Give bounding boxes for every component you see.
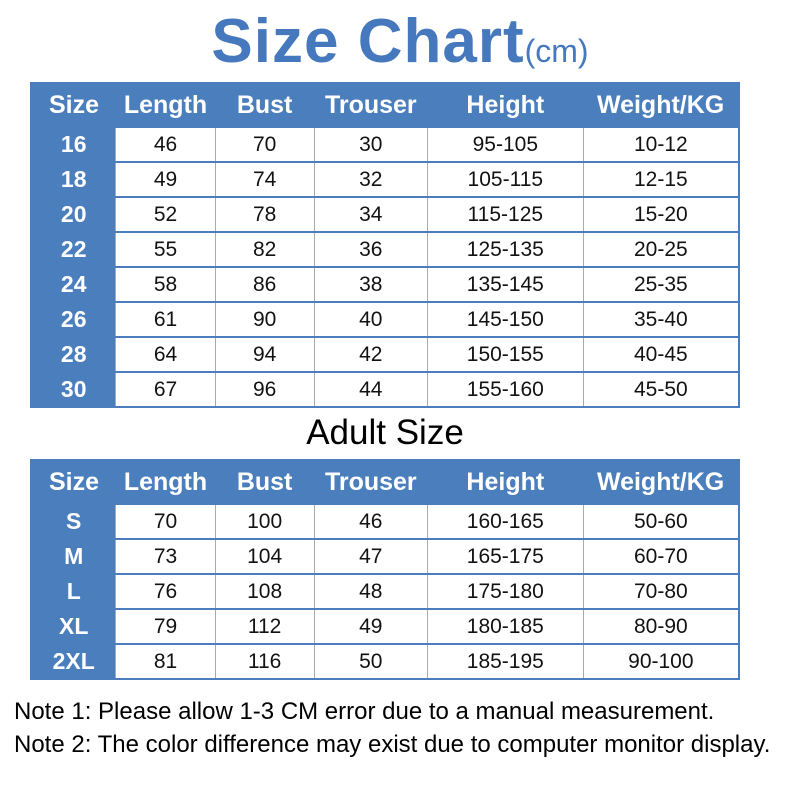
size-cell: M [31,539,116,574]
data-cell: 160-165 [427,504,583,539]
data-cell: 115-125 [427,197,583,232]
size-cell: 2XL [31,644,116,679]
data-cell: 60-70 [583,539,739,574]
data-cell: 50-60 [583,504,739,539]
table-row [31,232,739,267]
data-cell: 76 [116,574,215,609]
data-cell: 58 [116,267,215,302]
data-cell: 135-145 [427,267,583,302]
data-cell: 175-180 [427,574,583,609]
title-unit: (cm) [524,33,589,69]
table-row [31,162,739,197]
column-header: Length [116,83,215,127]
data-cell: 150-155 [427,337,583,372]
data-cell: 40-45 [583,337,739,372]
data-cell: 49 [314,609,427,644]
data-cell: 70 [215,127,314,162]
data-cell: 38 [314,267,427,302]
table-row [31,372,739,407]
data-cell: 67 [116,372,215,407]
data-cell: 73 [116,539,215,574]
table-row [31,267,739,302]
kids-size-table [30,82,740,408]
column-header: Height [427,460,583,504]
data-cell: 100 [215,504,314,539]
table-row [31,337,739,372]
title-text: Size Chart [211,7,525,76]
data-cell: 49 [116,162,215,197]
size-cell: 24 [31,267,116,302]
column-header: Weight/KG [583,83,739,127]
data-cell: 47 [314,539,427,574]
data-cell: 86 [215,267,314,302]
data-cell: 79 [116,609,215,644]
data-cell: 90 [215,302,314,337]
size-cell: S [31,504,116,539]
data-cell: 104 [215,539,314,574]
size-cell: 22 [31,232,116,267]
data-cell: 145-150 [427,302,583,337]
adult-table-body [31,504,739,679]
data-cell: 165-175 [427,539,583,574]
data-cell: 125-135 [427,232,583,267]
column-header: Height [427,83,583,127]
data-cell: 52 [116,197,215,232]
data-cell: 48 [314,574,427,609]
data-cell: 96 [215,372,314,407]
data-cell: 32 [314,162,427,197]
data-cell: 42 [314,337,427,372]
size-cell: L [31,574,116,609]
data-cell: 46 [116,127,215,162]
table-row [31,574,739,609]
data-cell: 36 [314,232,427,267]
column-header: Bust [215,83,314,127]
data-cell: 20-25 [583,232,739,267]
data-cell: 12-15 [583,162,739,197]
data-cell: 10-12 [583,127,739,162]
data-cell: 78 [215,197,314,232]
column-header: Length [116,460,215,504]
size-cell: XL [31,609,116,644]
size-cell: 16 [31,127,116,162]
column-header: Trouser [314,460,427,504]
size-cell: 26 [31,302,116,337]
data-cell: 180-185 [427,609,583,644]
table-row [31,609,739,644]
data-cell: 25-35 [583,267,739,302]
data-cell: 46 [314,504,427,539]
data-cell: 34 [314,197,427,232]
data-cell: 82 [215,232,314,267]
kids-table-header-row [31,83,739,127]
data-cell: 95-105 [427,127,583,162]
kids-table-body [31,127,739,407]
note-line-2: Note 2: The color difference may exist due to computer monitor display. [14,731,771,758]
adult-size-heading: Adult Size [306,413,464,452]
data-cell: 61 [116,302,215,337]
data-cell: 15-20 [583,197,739,232]
data-cell: 155-160 [427,372,583,407]
data-cell: 80-90 [583,609,739,644]
table-row [31,644,739,679]
data-cell: 90-100 [583,644,739,679]
data-cell: 55 [116,232,215,267]
data-cell: 70 [116,504,215,539]
size-cell: 30 [31,372,116,407]
table-row [31,127,739,162]
data-cell: 35-40 [583,302,739,337]
data-cell: 112 [215,609,314,644]
table-row [31,302,739,337]
size-cell: 20 [31,197,116,232]
table-row [31,197,739,232]
size-cell: 28 [31,337,116,372]
notes-block [14,695,800,761]
data-cell: 30 [314,127,427,162]
data-cell: 64 [116,337,215,372]
data-cell: 108 [215,574,314,609]
data-cell: 185-195 [427,644,583,679]
note-line-1: Note 1: Please allow 1-3 CM error due to a manual measurement. [14,698,715,725]
data-cell: 70-80 [583,574,739,609]
adult-size-table [30,459,740,680]
column-header: Size [31,460,116,504]
data-cell: 74 [215,162,314,197]
column-header: Size [31,83,116,127]
column-header: Weight/KG [583,460,739,504]
table-row [31,539,739,574]
size-cell: 18 [31,162,116,197]
data-cell: 116 [215,644,314,679]
page-title [0,0,800,82]
data-cell: 94 [215,337,314,372]
data-cell: 105-115 [427,162,583,197]
data-cell: 44 [314,372,427,407]
data-cell: 45-50 [583,372,739,407]
column-header: Bust [215,460,314,504]
data-cell: 40 [314,302,427,337]
table-row [31,504,739,539]
data-cell: 50 [314,644,427,679]
column-header: Trouser [314,83,427,127]
data-cell: 81 [116,644,215,679]
adult-table-header-row [31,460,739,504]
